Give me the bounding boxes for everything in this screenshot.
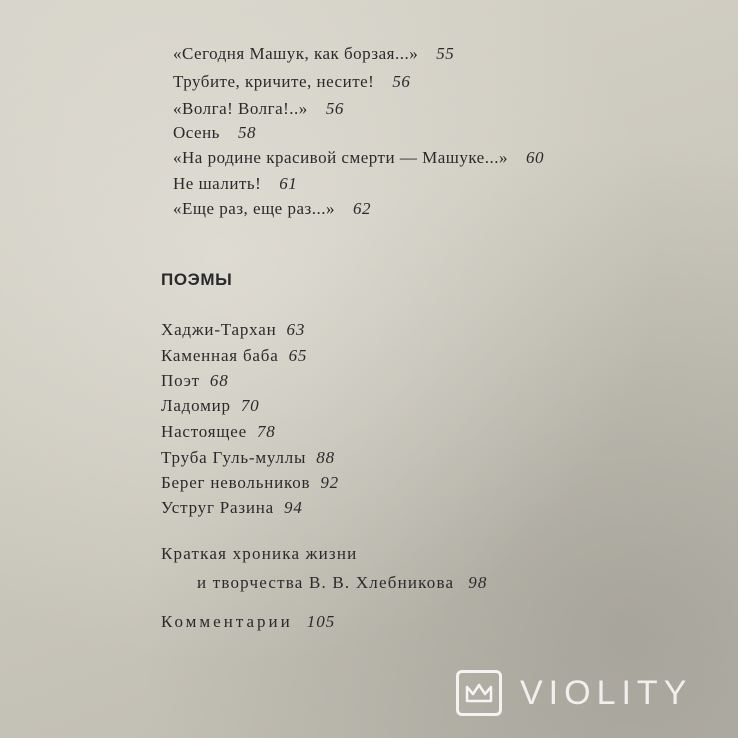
- crown-logo-icon: [456, 670, 502, 716]
- poem-entry-title: Труба Гуль-муллы: [161, 448, 307, 467]
- toc-entry-title: «Волга! Волга!..»: [173, 99, 308, 118]
- poem-entry-page: 68: [209, 371, 229, 390]
- toc-entry: [173, 99, 344, 119]
- poem-entry: [161, 498, 303, 518]
- chronicle-entry-page: 98: [468, 573, 488, 592]
- poem-entry: [161, 473, 339, 493]
- poem-entry-page: 63: [286, 320, 306, 339]
- poem-entry-title: Ладомир: [161, 396, 231, 415]
- poem-entry-title: Берег невольников: [161, 473, 311, 492]
- comments-entry-title: Комментарии: [161, 612, 293, 631]
- poem-entry-title: Каменная баба: [161, 346, 279, 365]
- toc-entry-page: 61: [279, 174, 298, 193]
- watermark-text: VIOLITY: [520, 673, 693, 712]
- chronicle-entry-line2: [197, 573, 488, 593]
- poem-entry-page: 88: [316, 448, 335, 467]
- toc-entry-title: Осень: [173, 123, 220, 142]
- poem-entry: [161, 448, 335, 468]
- poem-entry-page: 70: [240, 396, 260, 415]
- chronicle-entry-title: и творчества В. В. Хлебникова: [197, 573, 455, 592]
- poem-entry: [161, 346, 307, 366]
- toc-entry: [173, 72, 410, 92]
- toc-entry: [173, 44, 454, 64]
- toc-entry-page: 62: [352, 199, 371, 218]
- toc-entry: [173, 123, 256, 143]
- toc-entry-page: 60: [525, 148, 544, 167]
- toc-entry-page: 56: [325, 99, 344, 118]
- poem-entry-title: Поэт: [161, 371, 200, 390]
- toc-entry-page: 58: [237, 123, 256, 142]
- toc-entry: [173, 148, 544, 168]
- poem-entry-page: 78: [256, 422, 276, 441]
- toc-entry-page: 55: [436, 44, 455, 63]
- comments-entry-page: 105: [306, 612, 336, 631]
- poem-entry: [161, 320, 305, 340]
- poem-entry-page: 92: [320, 473, 339, 492]
- toc-entry-title: «Сегодня Машук, как борзая...»: [173, 44, 419, 63]
- chronicle-entry-line1: Краткая хроника жизни: [161, 544, 358, 563]
- toc-entry: [173, 199, 371, 219]
- toc-entry-title: Не шалить!: [173, 174, 262, 193]
- toc-entry: [173, 174, 297, 194]
- poem-entry: [161, 422, 276, 442]
- poem-entry-title: Настоящее: [161, 422, 247, 441]
- poem-entry: [161, 371, 229, 391]
- poem-entry-title: Хаджи-Тархан: [161, 320, 277, 339]
- poem-entry: [161, 396, 259, 416]
- poem-entry-title: Уструг Разина: [161, 498, 275, 517]
- toc-entry-title: Трубите, кричите, несите!: [173, 72, 375, 91]
- section-heading-poems: ПОЭМЫ: [161, 270, 233, 289]
- comments-entry: [161, 612, 335, 632]
- watermark: [456, 667, 692, 719]
- poem-entry-page: 94: [284, 498, 303, 517]
- toc-entry-title: «Еще раз, еще раз...»: [173, 199, 335, 218]
- toc-entry-title: «На родине красивой смерти — Машуке...»: [173, 148, 508, 167]
- poem-entry-page: 65: [288, 346, 308, 365]
- toc-entry-page: 56: [392, 72, 411, 91]
